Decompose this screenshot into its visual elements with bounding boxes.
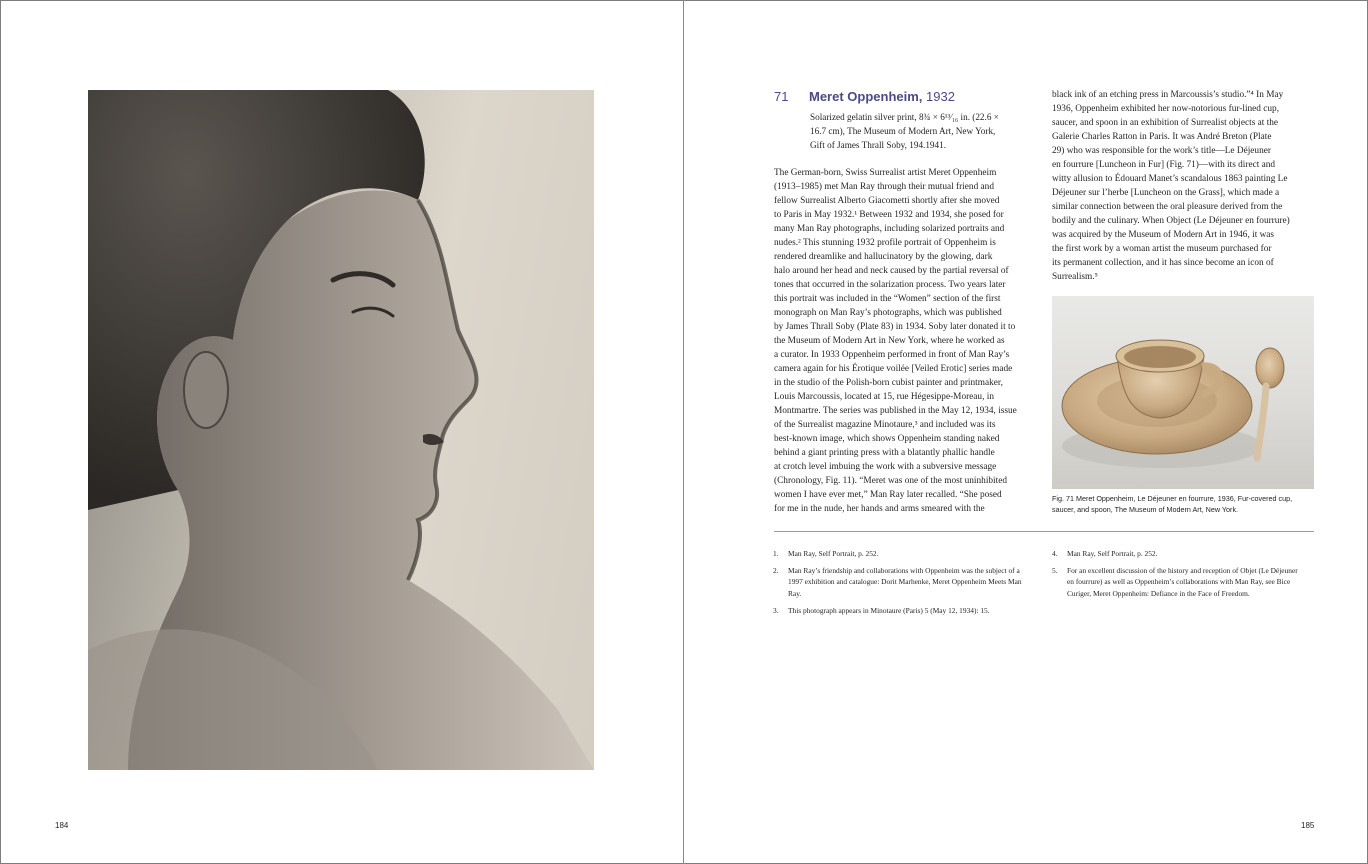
footnote-text: Man Ray, Self Portrait, p. 252. [788, 549, 879, 558]
body-line: its permanent collection, and it has since become an icon of [1052, 258, 1274, 268]
body-line: Louis Marcoussis, located at 15, rue Hégesippe-Moreau, in [774, 392, 994, 402]
right-page [684, 0, 1368, 864]
body-text-column-2 [1052, 88, 1314, 284]
body-line: women I have ever met,” Man Ray later recalled. “She posed [774, 490, 1002, 500]
body-line: behind a giant printing press with a blatantly phallic handle [774, 448, 995, 458]
footnote-number: 4. [1052, 549, 1058, 558]
figure-caption-line: Fig. 71 Meret Oppenheim, Le Déjeuner en fourrure, 1936, Fur-covered cup, [1052, 494, 1293, 503]
body-line: witty allusion to Édouard Manet’s scandalous 1863 painting Le [1052, 174, 1288, 184]
footnote-text: For an excellent discussion of the history and reception of Objet (Le Déjeuner en fourrure) as well as Oppenheim’s collaborations with Man Ray, see Bice Curiger, Meret Oppenheim: Defiance in the Face of Freedom. [1067, 566, 1298, 598]
body-line: (Chronology, Fig. 11). “Meret was one of the most uninhibited [774, 476, 1007, 486]
body-line: a curator. In 1933 Oppenheim performed in front of Man Ray’s [774, 350, 1010, 360]
caption-line: Solarized gelatin silver print, 8¾ × 6¹³⁄₁₆ in. (22.6 × [810, 112, 999, 122]
body-line: of the Surrealist magazine Minotaure,³ and included was its [774, 420, 996, 430]
footnote [773, 548, 1023, 559]
body-line: by James Thrall Soby (Plate 83) in 1934. Soby later donated it to [774, 322, 1016, 332]
body-line: Surrealism.⁵ [1052, 272, 1098, 282]
caption-line: 16.7 cm), The Museum of Modern Art, New York, [810, 126, 996, 136]
body-line: to Paris in May 1932.¹ Between 1932 and 1934, she posed for [774, 210, 1004, 220]
body-line: Galerie Charles Ratton in Paris. It was André Breton (Plate [1052, 132, 1272, 142]
body-line: the Museum of Modern Art in New York, where he worked as [774, 336, 1005, 346]
page-number-left: 184 [55, 821, 69, 830]
body-line: at crotch level imbuing the work with a subversive message [774, 462, 997, 472]
footnote [1052, 565, 1302, 599]
plate-caption [810, 110, 1030, 152]
footnote-text: Man Ray’s friendship and collaborations with Oppenheim was the subject of a 1997 exhibition and catalogue: Dorit Marhenke, Meret Oppenheim Meets Man Ray. [788, 566, 1022, 598]
body-line: tones that occurred in the solarization process. Two years later [774, 280, 1006, 290]
footnote-divider [774, 531, 1314, 532]
portrait-image [88, 90, 594, 770]
page-number-right: 185 [1301, 821, 1315, 830]
body-line: (1913–1985) met Man Ray through their mutual friend and [774, 182, 994, 192]
body-line: saucer, and spoon in an exhibition of Surrealist objects at the [1052, 118, 1279, 128]
body-line: rendered dreamlike and hallucinatory by the glowing, dark [774, 252, 993, 262]
footnote [1052, 548, 1302, 559]
footnote-text: Man Ray, Self Portrait, p. 252. [1067, 549, 1158, 558]
body-line: the first work by a woman artist the museum purchased for [1052, 244, 1272, 254]
body-line: was acquired by the Museum of Modern Art in 1946, it was [1052, 230, 1275, 240]
body-line: en fourrure [Luncheon in Fur] (Fig. 71)—with its direct and [1052, 160, 1276, 170]
footnote [773, 565, 1023, 599]
portrait-photograph [88, 90, 594, 770]
body-line: 1936, Oppenheim exhibited her now-notorious fur-lined cup, [1052, 104, 1280, 114]
plate-number: 71 [774, 89, 789, 104]
fur-teacup-image [1052, 296, 1314, 489]
body-text-column-1 [774, 166, 1036, 516]
figure-caption [1052, 493, 1314, 515]
title-year: 1932 [922, 89, 955, 104]
figure-caption-line: saucer, and spoon, The Museum of Modern Art, New York. [1052, 505, 1239, 514]
body-line: black ink of an etching press in Marcoussis’s studio.”⁴ In May [1052, 90, 1284, 100]
body-line: monograph on Man Ray’s photographs, which was published [774, 308, 1002, 318]
caption-line: Gift of James Thrall Soby, 194.1941. [810, 140, 947, 150]
footnote-number: 5. [1052, 566, 1058, 576]
body-line: for me in the nude, her hands and arms smeared with the [774, 504, 985, 514]
body-line: this portrait was included in the “Women” section of the first [774, 294, 1001, 304]
footnote-text: This photograph appears in Minotaure (Paris) 5 (May 12, 1934): 15. [788, 605, 990, 615]
body-line: 29) who was responsible for the work’s title—Le Déjeuner [1052, 146, 1271, 156]
footnotes-right [1052, 548, 1302, 605]
footnotes-left [773, 548, 1023, 622]
body-line: The German-born, Swiss Surrealist artist Meret Oppenheim [774, 168, 997, 178]
body-line: bodily and the culinary. When Object (Le Déjeuner en fourrure) [1052, 216, 1290, 226]
footnote [773, 605, 1023, 616]
body-line: many Man Ray photographs, including solarized portraits and [774, 224, 1005, 234]
body-line: fellow Surrealist Alberto Giacometti shortly after she moved [774, 196, 1000, 206]
body-line: nudes.² This stunning 1932 profile portrait of Oppenheim is [774, 238, 996, 248]
body-line: Déjeuner sur l’herbe [Luncheon on the Grass], which made a [1052, 188, 1280, 198]
footnote-number: 1. [773, 549, 779, 558]
fur-teacup-photograph [1052, 296, 1314, 489]
footnote-number: 3. [773, 605, 779, 615]
body-line: camera again for his Érotique voilée [Veiled Erotic] series made [774, 364, 1013, 374]
body-line: in the studio of the Polish-born cubist painter and printmaker, [774, 378, 1003, 388]
footnote-number: 2. [773, 566, 779, 576]
left-page [0, 0, 683, 864]
entry-title [809, 89, 955, 104]
title-name: Meret Oppenheim, [809, 89, 923, 104]
body-line: halo around her head and neck caused by the partial reversal of [774, 266, 1009, 276]
body-line: Montmartre. The series was published in the May 12, 1934, issue [774, 406, 1017, 416]
body-line: best-known image, which shows Oppenheim standing naked [774, 434, 1000, 444]
body-line: similar connection between the oral pleasure derived from the [1052, 202, 1283, 212]
